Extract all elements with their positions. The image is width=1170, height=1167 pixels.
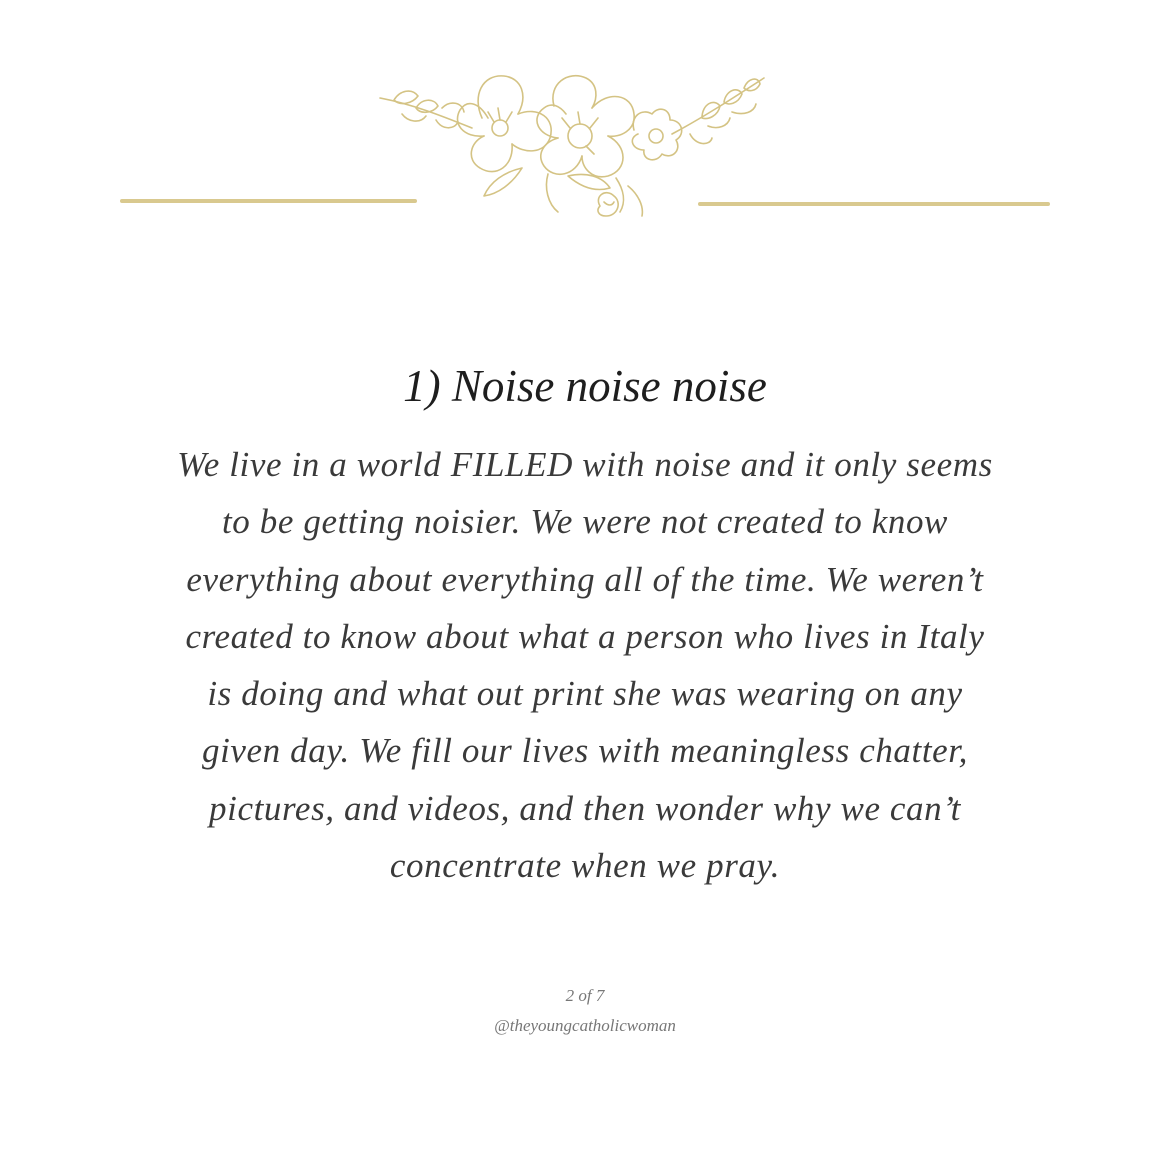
body-line: given day. We fill our lives with meaningless chatter, [201,731,968,771]
body-paragraph [80,436,1090,894]
slide-title: 1) Noise noise noise [403,361,767,411]
account-handle: @theyoungcatholicwoman [494,1016,676,1035]
body-line: concentrate when we pray. [389,846,781,886]
body-line: everything about everything all of the time. We weren’t [186,559,984,599]
body-line: We live in a world FILLED with noise and it only seems [177,445,993,484]
body-line: to be getting noisier. We were not created to know [221,502,948,542]
floral-ornament-icon [372,56,772,236]
body-line: is doing and what out print she was wearing on any [207,674,963,714]
body-line: pictures, and videos, and then wonder why we can’t [209,788,961,828]
body-line: created to know about what a person who lives in Italy [185,616,985,656]
page-counter: 2 of 7 [565,986,605,1005]
